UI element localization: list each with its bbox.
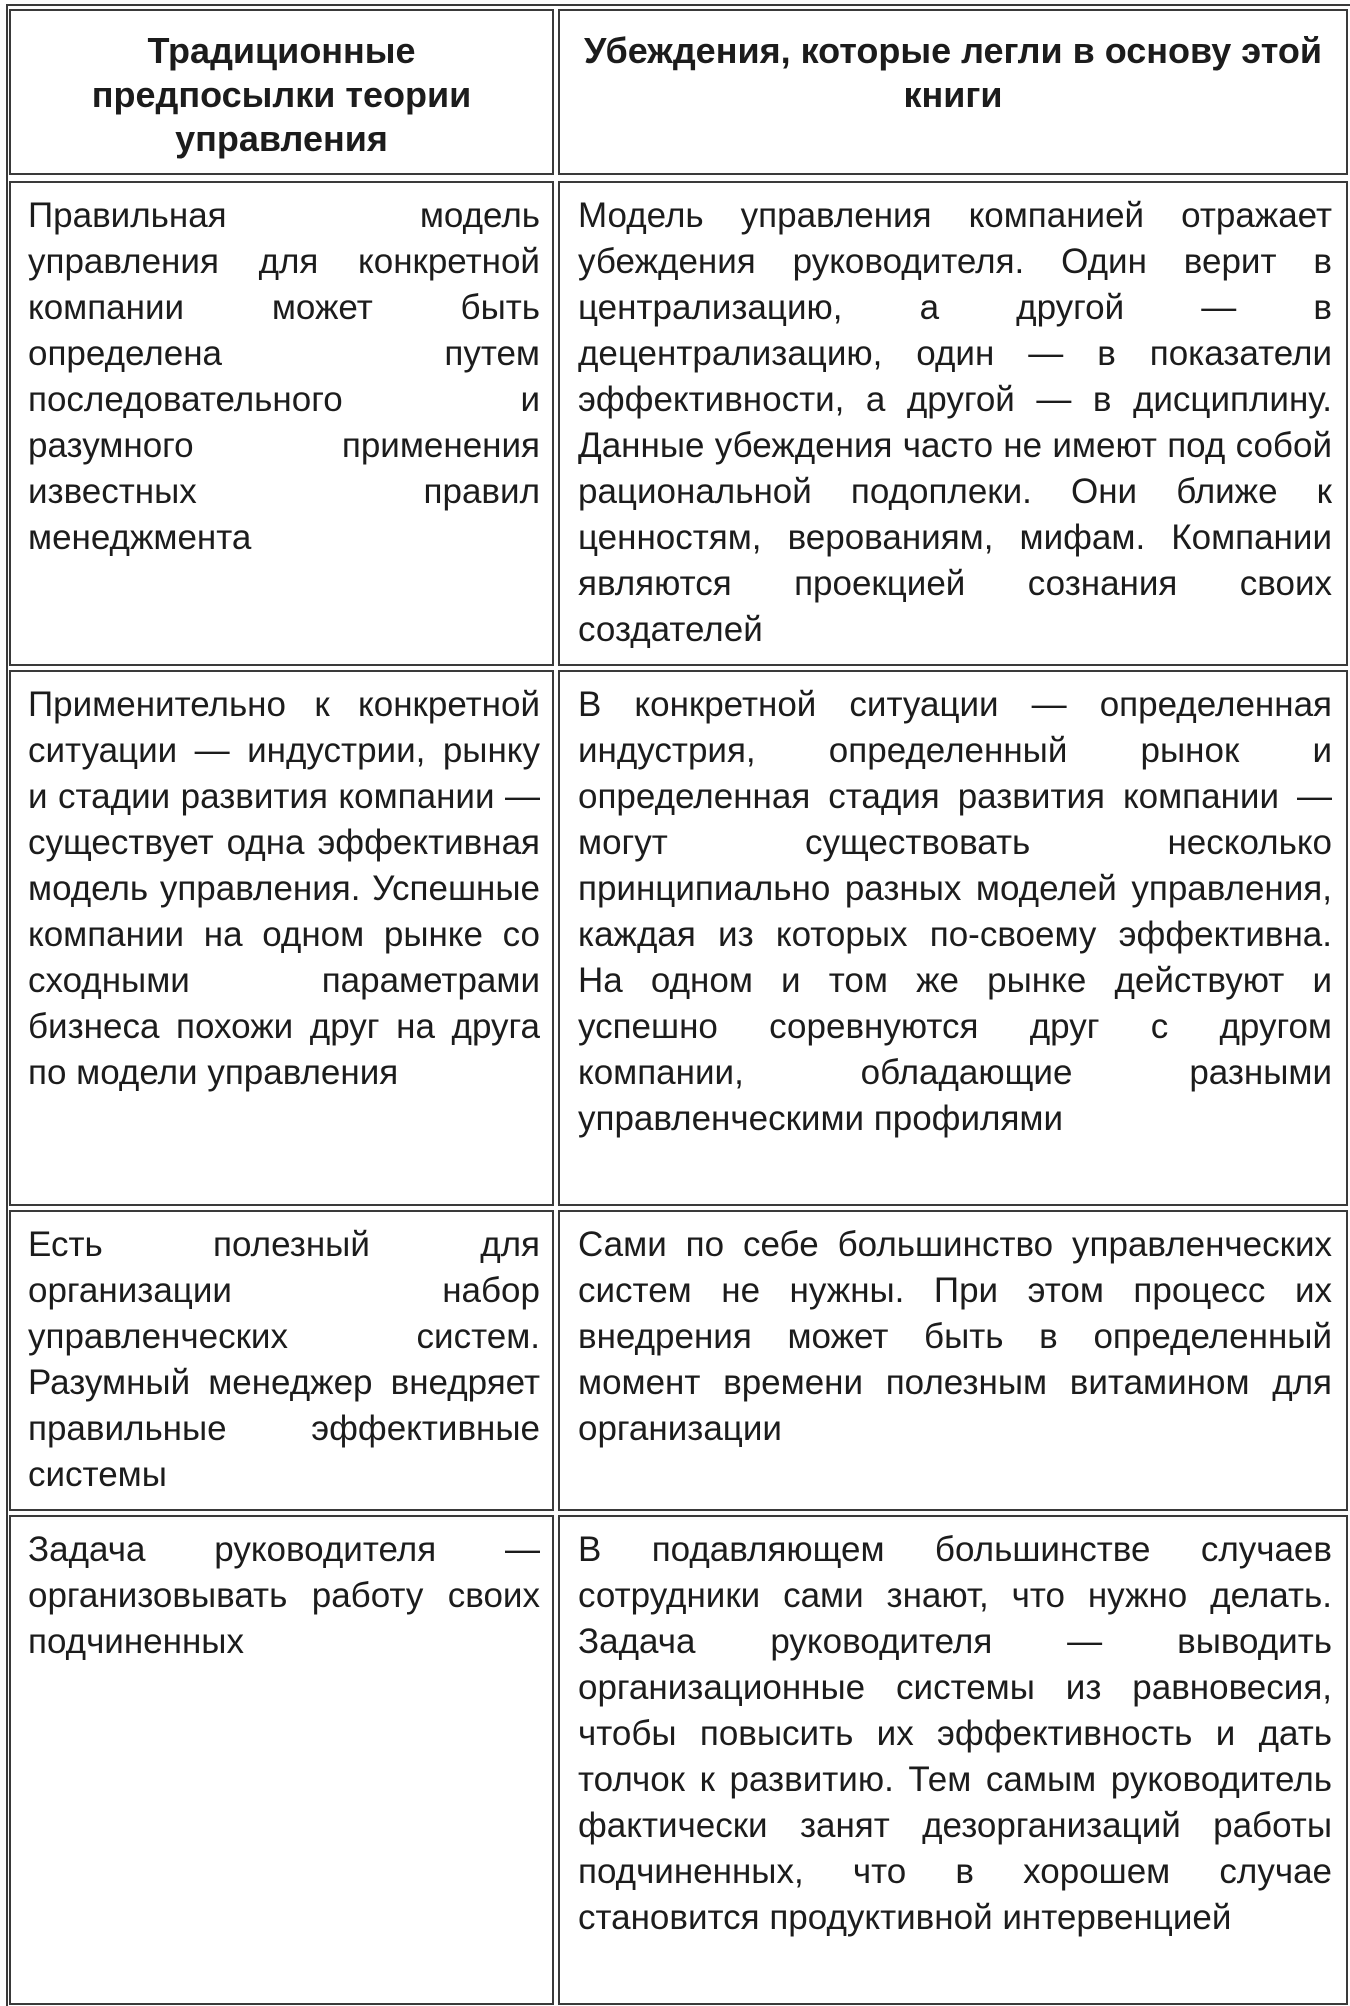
row-3-belief bbox=[558, 1210, 1348, 1511]
header-beliefs bbox=[558, 9, 1348, 175]
header-traditional bbox=[9, 9, 554, 175]
row-2-belief-text: В конкретной ситуации — определенная индустрия, определенный рынок и определенная стадия развития компании — могут существовать несколько принципиально разных моделей управления, каждая из которых по-своему эффективна. На одном и том же рынке действуют и успешно соревнуются друг с другом компании, обладающие разными управленческими профилями bbox=[578, 685, 1332, 1138]
row-3-belief-text: Сами по себе большинство управленческих систем не нужны. При этом процесс их внедрения может быть в определенный момент времени полезным витамином для организации bbox=[578, 1225, 1332, 1448]
row-1-belief-text: Модель управления компанией отражает убеждения руководителя. Один верит в централизацию, а другой — в децентрализацию, один — в показатели эффективности, а другой — в дисциплину. Данные убеждения часто не имеют под собой рациональной подоплеки. Они ближе к ценностям, верованиям, мифам. Компании являются проекцией сознания своих создателей bbox=[578, 196, 1332, 649]
row-2-belief bbox=[558, 670, 1348, 1206]
row-2-traditional bbox=[9, 670, 554, 1206]
row-1-traditional-text: Правильная модель управления для конкретной компании может быть определена путем последовательного и разумного применения известных правил менеджмента bbox=[28, 196, 540, 557]
row-1-traditional bbox=[9, 181, 554, 666]
row-2-traditional-text: Применительно к конкретной ситуации — индустрии, рынку и стадии развития компании — существует одна эффективная модель управления. Успешные компании на одном рынке со сходными параметрами бизнеса похожи друг на друга по модели управления bbox=[28, 685, 540, 1092]
row-3-traditional-text: Есть полезный для организации набор управленческих систем. Разумный менеджер внедряет правильные эффективные системы bbox=[28, 1225, 540, 1494]
row-3-traditional bbox=[9, 1210, 554, 1511]
header-traditional-text: Традиционные предпосылки теории управления bbox=[91, 30, 472, 159]
row-4-traditional bbox=[9, 1515, 554, 2005]
header-beliefs-text: Убеждения, которые легли в основу этой книги bbox=[584, 30, 1322, 115]
row-4-belief-text: В подавляющем большинстве случаев сотрудники сами знают, что нужно делать. Задача руководителя — выводить организационные системы из равновесия, чтобы повысить их эффективность и дать толчок к развитию. Тем самым руководитель фактически занят дезорганизаций работы подчиненных, что в хорошем случае становится продуктивной интервенцией bbox=[578, 1530, 1332, 1937]
row-4-traditional-text: Задача руководителя — организовывать работу своих подчиненных bbox=[28, 1530, 540, 1661]
row-4-belief bbox=[558, 1515, 1348, 2005]
row-1-belief bbox=[558, 181, 1348, 666]
